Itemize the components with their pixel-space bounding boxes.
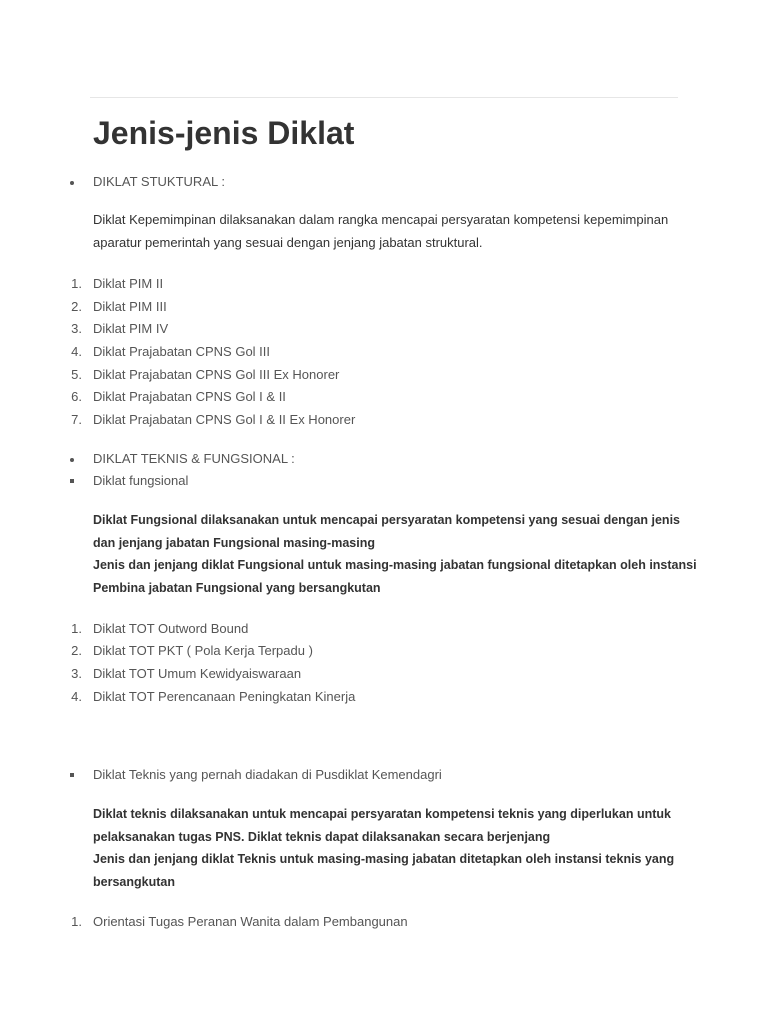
fungsional-desc-line: Jenis dan jenjang diklat Fungsional untuk masing-masing jabatan fungsional ditetapkan oleh instansi	[93, 558, 697, 573]
fungsional-desc-line: Diklat Fungsional dilaksanakan untuk mencapai persyaratan kompetensi yang sesuai dengan jenis	[93, 513, 680, 527]
page-title: Jenis-jenis Diklat	[93, 115, 355, 151]
bullet-dot	[70, 458, 74, 462]
section-heading-struktural: DIKLAT STUKTURAL :	[93, 174, 225, 189]
fungsional-desc-line: dan jenjang jabatan Fungsional masing-masing	[93, 535, 375, 550]
list-item: Diklat TOT Umum Kewidyaiswaraan	[93, 666, 302, 681]
list-item: Diklat PIM II	[93, 276, 164, 291]
teknis-desc-line: pelaksanakan tugas PNS. Diklat teknis dapat dilaksanakan secara berjenjang	[93, 829, 551, 844]
fungsional-desc-line: Pembina jabatan Fungsional yang bersangkutan	[93, 581, 381, 596]
list-number: 4.	[71, 689, 82, 704]
list-number: 1.	[71, 276, 82, 291]
list-number: 1.	[71, 914, 82, 929]
teknis-description	[93, 803, 673, 894]
struktural-desc-line: Diklat Kepemimpinan dilaksanakan dalam rangka mencapai persyaratan kompetensi kepemimpinan	[93, 212, 669, 227]
teknis-desc-line: Jenis dan jenjang diklat Teknis untuk masing-masing jabatan ditetapkan oleh instansi teknis yang	[93, 852, 675, 867]
list-number: 6.	[71, 389, 82, 404]
list-item: Diklat Prajabatan CPNS Gol I & II Ex Honorer	[93, 412, 356, 427]
list-item: Diklat TOT PKT ( Pola Kerja Terpadu )	[93, 643, 313, 658]
fungsional-description	[93, 509, 697, 600]
list-item: Diklat Prajabatan CPNS Gol I & II	[93, 389, 286, 404]
list-number: 2.	[71, 643, 82, 658]
list-number: 7.	[71, 412, 82, 427]
list-item: Diklat TOT Perencanaan Peningkatan Kinerja	[93, 689, 356, 704]
struktural-desc-line: aparatur pemerintah yang sesuai dengan jenjang jabatan struktural.	[93, 234, 483, 250]
bullet-square	[70, 773, 74, 777]
top-divider	[90, 97, 678, 98]
list-number: 3.	[71, 666, 82, 681]
struktural-description	[93, 209, 673, 254]
list-number: 5.	[71, 367, 82, 382]
subheading-fungsional: Diklat fungsional	[93, 473, 189, 488]
list-number: 3.	[71, 321, 82, 336]
list-item: Diklat Prajabatan CPNS Gol III Ex Honorer	[93, 367, 340, 382]
teknis-desc-line: bersangkutan	[93, 875, 175, 890]
bullet-square	[70, 479, 74, 483]
list-number: 1.	[71, 621, 82, 636]
teknis-desc-line: Diklat teknis dilaksanakan untuk mencapai persyaratan kompetensi teknis yang diperlukan untuk	[93, 807, 671, 821]
list-item: Diklat PIM IV	[93, 321, 169, 336]
subheading-teknis: Diklat Teknis yang pernah diadakan di Pusdiklat Kemendagri	[93, 767, 442, 782]
list-number: 2.	[71, 299, 82, 314]
bullet-dot	[70, 181, 74, 185]
list-number: 4.	[71, 344, 82, 359]
list-item: Diklat TOT Outword Bound	[93, 621, 249, 636]
list-item: Diklat PIM III	[93, 299, 167, 314]
section-heading-teknis-fungsional: DIKLAT TEKNIS & FUNGSIONAL :	[93, 451, 295, 466]
list-item: Diklat Prajabatan CPNS Gol III	[93, 344, 271, 359]
list-item: Orientasi Tugas Peranan Wanita dalam Pembangunan	[93, 914, 408, 929]
